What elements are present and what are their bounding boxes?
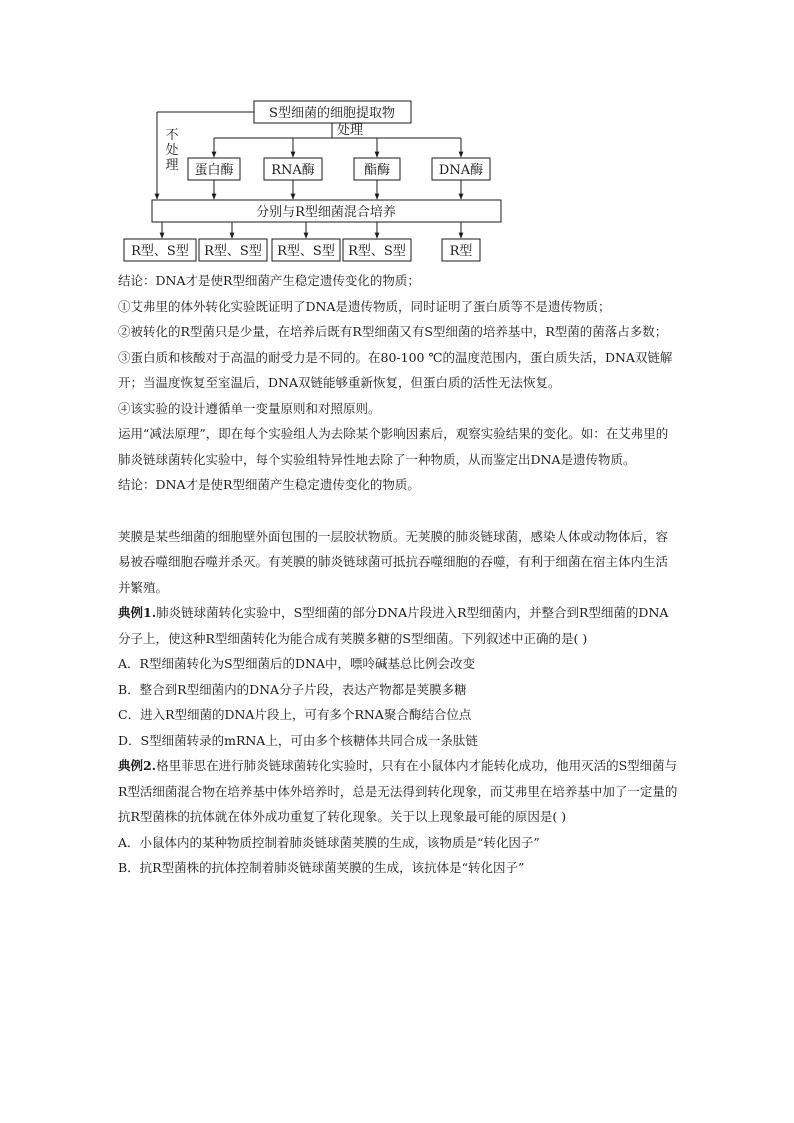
top-box-label: S型细菌的细胞提取物	[269, 106, 395, 121]
subtraction-principle: 运用“减法原理”，即在每个实验组人为去除某个影响因素后，观察实验结果的变化。如：在艾弗里的肺炎链球菌转化实验中，每个实验组特异性地去除了一种物质，从而鉴定出DNA是遗传物质。	[118, 426, 669, 467]
result-label-1: R型、S型	[131, 244, 189, 259]
enzyme-label-rnase: RNA酶	[271, 163, 315, 178]
result-label-4: R型、S型	[348, 244, 406, 259]
no-treat-label-1: 不	[165, 128, 179, 143]
example-1-option-d: D．S型细菌转录的mRNA上，可由多个核糖体共同合成一条肽链	[118, 732, 478, 748]
example-1-option-b: B．整合到R型细菌内的DNA分子片段，表达产物都是荚膜多糖	[118, 681, 467, 697]
point-1: ①艾弗里的体外转化实验既证明了DNA是遗传物质，同时证明了蛋白质等不是遗传物质；	[118, 298, 611, 314]
enzyme-label-protease: 蛋白酶	[194, 163, 234, 178]
example-2-option-b: B．抗R型菌株的抗体控制着肺炎链球菌荚膜的生成，该抗体是“转化因子”	[118, 860, 525, 875]
point-3: ③蛋白质和核酸对于高温的耐受力是不同的。在80-100 ℃的温度范围内，蛋白质失活，DNA双链解开；当温度恢复至室温后，DNA双链能够重新恢复，但蛋白质的活性无法恢复。	[118, 349, 673, 390]
example-2-option-a: A．小鼠体内的某种物质控制着肺炎链球菌荚膜的生成，该物质是“转化因子”	[118, 834, 540, 850]
example-2-label: 典例2.	[118, 758, 157, 773]
conclusion-2: 结论：DNA才是使R型细菌产生稳定遗传变化的物质。	[118, 477, 420, 492]
enzyme-label-dnase: DNA酶	[438, 163, 484, 178]
result-label-3: R型、S型	[277, 244, 335, 259]
conclusion-1: 结论：DNA才是使R型细菌产生稳定遗传变化的物质；	[118, 273, 420, 288]
point-2: ②被转化的R型菌只是少量，在培养后既有R型细菌又有S型细菌的培养基中，R型菌的菌落占多数；	[118, 324, 668, 339]
no-treat-label-3: 理	[165, 158, 179, 173]
enzyme-label-esterase: 酯酶	[363, 163, 391, 178]
example-2-stem	[118, 753, 680, 830]
mix-box-label: 分别与R型细菌混合培养	[256, 205, 396, 220]
result-label-2: R型、S型	[204, 244, 262, 259]
example-1-label: 典例1.	[118, 605, 157, 620]
example-1-body: 肺炎链球菌转化实验中，S型细菌的部分DNA片段进入R型细菌内，并整合到R型细菌的DNA分子上，使这种R型细菌转化为能合成有荚膜多糖的S型细菌。下列叙述中正确的是( )	[118, 605, 669, 646]
example-1-option-a: A．R型细菌转化为S型细菌后的DNA中，嘌呤碱基总比例会改变	[118, 656, 475, 671]
point-4: ④该实验的设计遵循单一变量原则和对照原则。	[118, 400, 381, 416]
example-2-body: 格里菲思在进行肺炎链球菌转化实验时，只有在小鼠体内才能转化成功，他用灭活的S型细菌与R型活细菌混合物在培养基中体外培养时，总是无法得到转化现象，而艾弗里在培养基中加了一定量的抗R型菌株的抗体就在体外成功重复了转化现象。关于以上现象最可能的原因是( )	[118, 758, 678, 824]
example-1-stem	[118, 600, 680, 651]
experiment-diagram	[0, 0, 794, 268]
no-treat-label-2: 处	[165, 143, 179, 158]
example-1-option-c: C．进入R型细菌的DNA片段上，可有多个RNA聚合酶结合位点	[118, 707, 472, 722]
result-label-5: R型	[449, 244, 473, 259]
paragraph-gap	[118, 498, 680, 524]
body-text	[118, 268, 680, 881]
capsule-paragraph: 荚膜是某些细菌的细胞壁外面包围的一层胶状物质。无荚膜的肺炎链球菌，感染人体或动物体后，容易被吞噬细胞吞噬并杀灭。有荚膜的肺炎链球菌可抵抗吞噬细胞的吞噬，有利于细菌在宿主体内生活并繁殖。	[118, 528, 669, 595]
treat-label: 处理	[336, 123, 364, 138]
